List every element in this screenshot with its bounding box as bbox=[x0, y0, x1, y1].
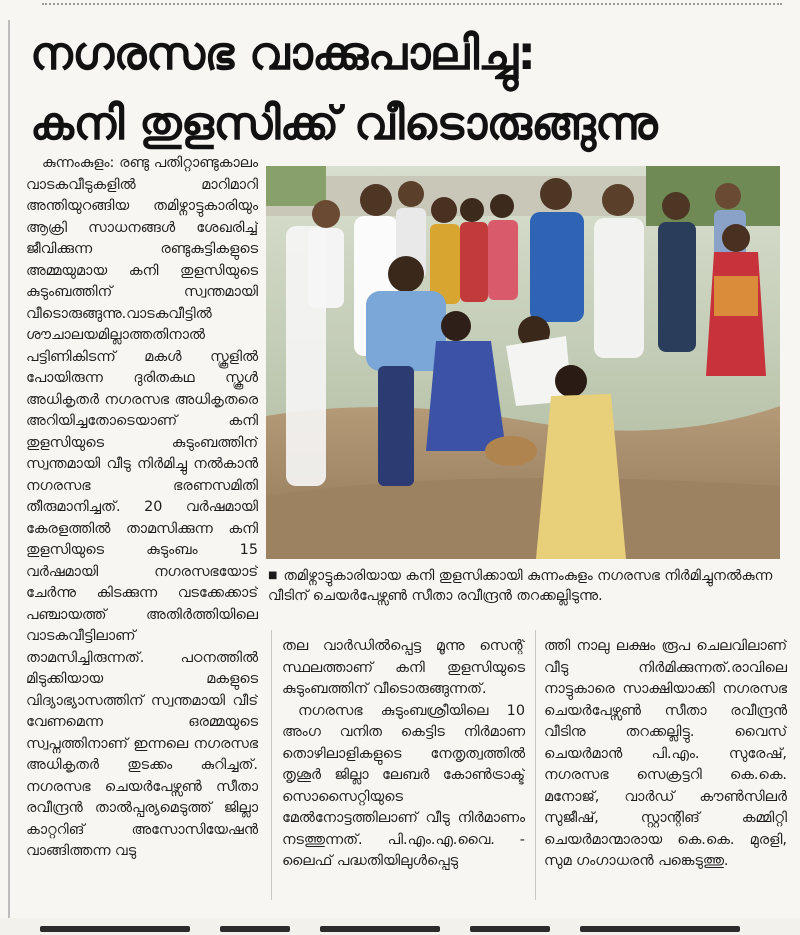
column-divider bbox=[535, 630, 536, 900]
headline-line-1: നഗരസഭ വാക്കുപാലിച്ചു: bbox=[30, 26, 536, 80]
article-paragraph: ത്തി നാലു ലക്ഷം രൂപ ചെലവിലാണ് വീടു നിർമിക്കുന്നത്.രാവിലെ നാട്ടുകാരെ സാക്ഷിയാക്കി നഗരസഭ ചെയർപേഴ്സൺ സീതാ രവീന്ദ്രൻ വീടിനു തറക്കല്ലിട്ടു. വൈസ് ചെയർമാൻ പി.എം. സുരേഷ്, നഗരസഭ സെക്രട്ടറി കെ.കെ. മനോജ്, വാർഡ് കൗൺസിലർ സുജീഷ്, സ്റ്റാന്റിങ് കമ്മിറ്റി ചെയർമാന്മാരായ കെ.കെ. മുരളി, സുമ ഗംഗാധരൻ പങ്കെടുത്തു. bbox=[544, 638, 787, 869]
top-dotted-rule bbox=[42, 3, 782, 5]
article-paragraph: നഗരസഭ കുടുംബശ്രീയിലെ 10 അംഗ വനിത കെട്ടിട നിർമാണ തൊഴിലാളികളുടെ നേതൃത്വത്തിൽ തൃശൂർ ജില്ലാ ലേബർ കോൺട്രാക്ട് സൊസൈറ്റിയുടെ മേൽനോട്ടത്തിലാണ് വീടു നിർമാണം നടത്തുന്നത്. പി.എം.എ.വൈ. - ലൈഫ് പദ്ധതിയിലുൾപ്പെടു bbox=[282, 702, 525, 869]
foundation-stone-ceremony-photo bbox=[266, 166, 780, 559]
caption-marker: ■ bbox=[268, 570, 278, 581]
column-divider bbox=[271, 630, 272, 900]
news-photo bbox=[266, 166, 780, 559]
article-column-3 bbox=[544, 636, 787, 906]
photo-caption bbox=[268, 566, 784, 606]
headline-line-2: കനി തുളസിക്ക് വീടൊരുങ്ങുന്നു bbox=[30, 96, 658, 150]
article-column-2 bbox=[282, 636, 525, 906]
caption-text: തമിഴ്നാട്ടുകാരിയായ കനി തുളസിക്കായി കുന്നംകുളം നഗരസഭ നിർമിച്ചുനൽകുന്ന വീടിന് ചെയർപേഴ്സൺ സീതാ രവീന്ദ്രൻ തറക്കല്ലിടുന്നു. bbox=[268, 568, 773, 604]
article-column-1 bbox=[26, 153, 258, 898]
article-paragraph: കുന്നംകുളം: രണ്ടു പതിറ്റാണ്ടുകാലം വാടകവീടുകളിൽ മാറിമാറി അന്തിയുറങ്ങിയ തമിഴ്നാട്ടുകാരിയും ആക്രി സാധനങ്ങൾ ശേഖരിച്ച് ജീവിക്കുന്ന രണ്ടുകുട്ടികളുടെ അമ്മയുമായ കനി തുളസിയുടെ കുടുംബത്തിന് സ്വന്തമായി വീടൊരുങ്ങുന്നു.വാടകവീട്ടിൽ ശൗചാലയമില്ലാത്തതിനാൽ പട്ടിണികിടന്ന് മകൾ സ്കൂളിൽ പോയിരുന്ന ദുരിതകഥ സ്കൂൾ അധികൃതർ നഗരസഭ അധികൃതരെ അറിയിച്ചതോടെയാണ് കനി തുളസിയുടെ കുടുംബത്തിന് സ്വന്തമായി വീടു നിർമിച്ചു നൽകാൻ നഗരസഭ ഭരണസമിതി തീരുമാനിച്ചത്. 20 വർഷമായി കേരളത്തിൽ താമസിക്കുന്ന കനി തുളസിയുടെ കുടുംബം 15 വർഷമായി നഗരസഭയോട് ചേർന്നു കിടക്കുന്ന വടക്കേക്കാട് പഞ്ചായത്ത് അതിർത്തിയിലെ വാടകവീട്ടിലാണ് താമസിച്ചിരുന്നത്. പഠനത്തിൽ മിടുക്കിയായ മകളുടെ വിദ്യാഭ്യാസത്തിന് സ്വന്തമായി വീട് വേണമെന്ന ഒരമ്മയുടെ സ്വപ്നത്തിനാണ് ഇന്നലെ നഗരസഭ അധികൃതർ തുടക്കം കുറിച്ചത്. നഗരസഭ ചെയർപേഴ്സൺ സീതാ രവീന്ദ്രൻ താൽപ്പര്യമെടുത്ത് ജില്ലാ കാറ്ററിങ് അസോസിയേഷൻ വാങ്ങിത്തന്ന വടു bbox=[26, 155, 258, 859]
article-paragraph: തല വാർഡിൽപ്പെട്ട മൂന്നു സെന്റ് സ്ഥലത്താണ് കനി തുളസിയുടെ കുടുംബത്തിന് വീടൊരുങ്ങുന്നത്. bbox=[282, 638, 525, 697]
headline bbox=[30, 18, 790, 158]
left-column-rule bbox=[8, 20, 10, 925]
next-article-cut-off bbox=[0, 918, 800, 935]
